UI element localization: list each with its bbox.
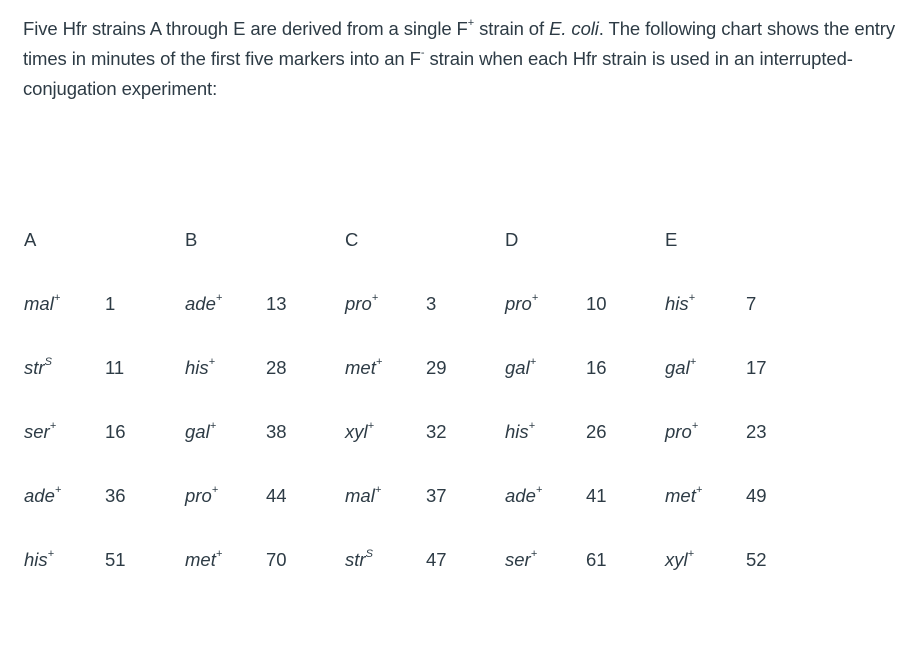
intro-text-4: strain when each Hfr strain is used in an interrupted-conjugation experiment: xyxy=(23,48,853,99)
gene-superscript: + xyxy=(367,419,375,432)
gene-name: ser xyxy=(505,549,531,570)
entry-time: 52 xyxy=(746,549,767,570)
gene-superscript: + xyxy=(687,547,695,560)
gene-name: his xyxy=(24,549,48,570)
gene-superscript: + xyxy=(695,483,703,496)
marker-gene xyxy=(24,485,61,507)
marker-gene xyxy=(665,485,702,507)
entry-time: 11 xyxy=(105,357,125,378)
gene-superscript: + xyxy=(54,483,62,496)
marker-gene xyxy=(185,293,222,315)
entry-time: 16 xyxy=(105,421,126,442)
entry-time: 1 xyxy=(105,293,116,314)
gene-superscript: + xyxy=(374,483,382,496)
entry-time: 23 xyxy=(746,421,767,442)
gene-name: mal xyxy=(345,485,375,506)
entry-time: 51 xyxy=(105,549,126,570)
gene-name: str xyxy=(24,357,45,378)
entry-time: 29 xyxy=(426,357,447,378)
gene-name: str xyxy=(345,549,366,570)
entry-time: 7 xyxy=(746,293,757,314)
gene-name: met xyxy=(185,549,216,570)
gene-superscript: + xyxy=(530,547,538,560)
gene-name: gal xyxy=(185,421,210,442)
entry-time: 28 xyxy=(266,357,287,378)
marker-gene xyxy=(505,549,537,571)
entry-time: 41 xyxy=(586,485,607,506)
intro-text-3: . The following chart shows the entry times in minutes of the first five markers into an F xyxy=(23,18,896,69)
strain-header-d: D xyxy=(505,229,519,250)
gene-superscript: + xyxy=(375,355,383,368)
entry-time: 10 xyxy=(586,293,607,314)
gene-superscript: + xyxy=(215,547,223,560)
entry-time: 32 xyxy=(426,421,447,442)
gene-superscript: + xyxy=(211,483,219,496)
marker-gene xyxy=(345,421,374,443)
f-minus-superscript: - xyxy=(420,46,425,59)
marker-gene xyxy=(345,293,378,315)
marker-gene xyxy=(24,357,52,379)
entry-time: 16 xyxy=(586,357,607,378)
marker-gene xyxy=(185,421,216,443)
gene-superscript: + xyxy=(209,419,217,432)
entry-time: 44 xyxy=(266,485,287,506)
species-name: E. coli xyxy=(549,18,599,39)
gene-name: ade xyxy=(505,485,536,506)
gene-superscript: + xyxy=(689,355,697,368)
marker-gene xyxy=(185,485,218,507)
strain-header-b: B xyxy=(185,229,198,250)
gene-name: pro xyxy=(185,485,212,506)
gene-name: xyl xyxy=(665,549,688,570)
gene-superscript: + xyxy=(215,291,223,304)
gene-name: gal xyxy=(665,357,690,378)
marker-gene xyxy=(185,357,215,379)
gene-name: his xyxy=(505,421,529,442)
strain-header-e: E xyxy=(665,229,678,250)
entry-time: 13 xyxy=(266,293,287,314)
gene-name: ade xyxy=(24,485,55,506)
gene-name: ser xyxy=(24,421,50,442)
gene-name: ade xyxy=(185,293,216,314)
marker-gene xyxy=(185,549,222,571)
strain-header-a: A xyxy=(24,229,37,250)
gene-superscript: + xyxy=(371,291,379,304)
entry-time: 17 xyxy=(746,357,767,378)
marker-gene xyxy=(24,549,54,571)
gene-name: met xyxy=(665,485,696,506)
strain-header-c: C xyxy=(345,229,359,250)
gene-name: pro xyxy=(665,421,692,442)
gene-name: met xyxy=(345,357,376,378)
gene-superscript: + xyxy=(531,291,539,304)
gene-superscript: + xyxy=(535,483,543,496)
entry-time: 38 xyxy=(266,421,287,442)
intro-text-1: Five Hfr strains A through E are derived from a single F xyxy=(23,18,468,39)
gene-name: xyl xyxy=(345,421,368,442)
gene-superscript: + xyxy=(528,419,536,432)
marker-gene xyxy=(505,293,538,315)
marker-gene xyxy=(24,421,56,443)
entry-time: 3 xyxy=(426,293,437,314)
gene-superscript: + xyxy=(47,547,55,560)
gene-superscript: + xyxy=(53,291,61,304)
gene-name: pro xyxy=(505,293,532,314)
gene-name: mal xyxy=(24,293,54,314)
marker-gene xyxy=(345,549,373,571)
marker-gene xyxy=(665,421,698,443)
gene-superscript: + xyxy=(49,419,57,432)
entry-time: 36 xyxy=(105,485,126,506)
gene-name: pro xyxy=(345,293,372,314)
entry-time: 47 xyxy=(426,549,447,570)
gene-name: his xyxy=(185,357,209,378)
entry-time: 49 xyxy=(746,485,767,506)
gene-superscript: + xyxy=(529,355,537,368)
marker-gene xyxy=(665,293,695,315)
marker-gene xyxy=(345,357,382,379)
marker-gene xyxy=(24,293,60,315)
gene-superscript: S xyxy=(365,547,373,560)
entry-time: 70 xyxy=(266,549,287,570)
f-plus-superscript: + xyxy=(467,16,475,29)
gene-superscript: + xyxy=(208,355,216,368)
marker-gene xyxy=(505,485,542,507)
entry-time: 37 xyxy=(426,485,447,506)
marker-gene xyxy=(665,549,694,571)
gene-name: gal xyxy=(505,357,530,378)
gene-superscript: + xyxy=(691,419,699,432)
marker-gene xyxy=(665,357,696,379)
gene-name: his xyxy=(665,293,689,314)
entry-time: 61 xyxy=(586,549,607,570)
marker-gene xyxy=(505,421,535,443)
gene-superscript: + xyxy=(688,291,696,304)
intro-text-2: strain of xyxy=(474,18,550,39)
marker-gene xyxy=(505,357,536,379)
entry-time: 26 xyxy=(586,421,607,442)
gene-superscript: S xyxy=(44,355,52,368)
marker-gene xyxy=(345,485,381,507)
